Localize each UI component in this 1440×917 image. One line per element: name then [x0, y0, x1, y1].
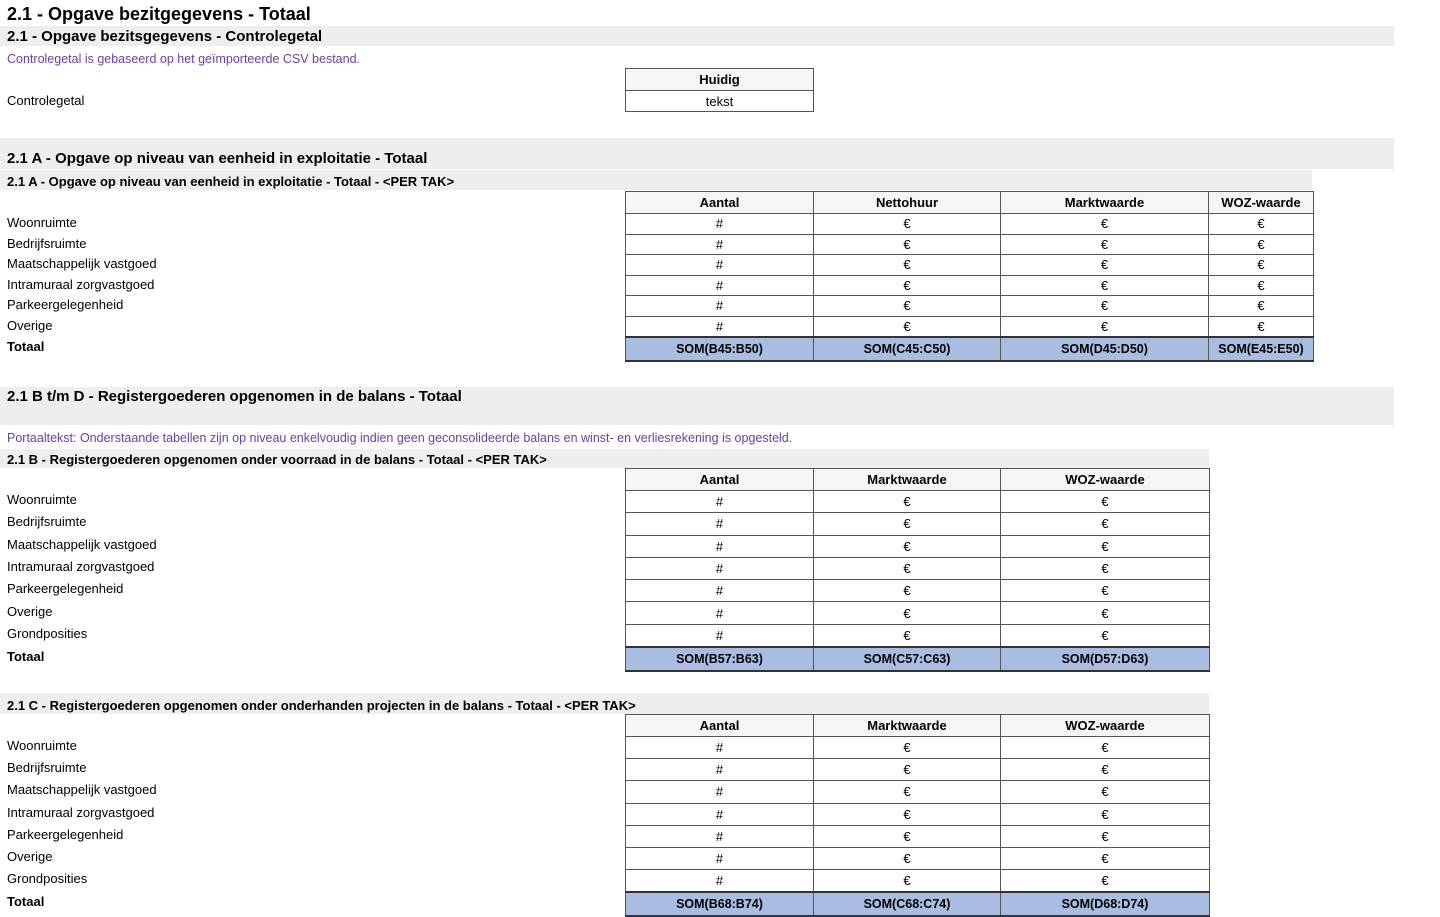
input-cell-aantal[interactable]: #: [626, 214, 814, 235]
input-cell-marktwaarde[interactable]: €: [814, 491, 1001, 513]
row-label-intramuraal-zorgvastgoed: Intramuraal zorgvastgoed: [7, 558, 155, 574]
input-cell-woz-waarde[interactable]: €: [1001, 624, 1210, 646]
total-row-label: Totaal: [7, 339, 45, 354]
input-cell-aantal[interactable]: #: [626, 870, 814, 892]
input-cell-aantal[interactable]: #: [626, 234, 814, 255]
input-cell-woz-waarde[interactable]: €: [1001, 803, 1210, 825]
input-cell-aantal[interactable]: #: [626, 602, 814, 624]
input-cell-woz-waarde[interactable]: €: [1001, 535, 1210, 557]
input-cell-aantal[interactable]: #: [626, 296, 814, 317]
controle-heading: 2.1 - Opgave bezitsgegevens - Controlegetal: [7, 28, 323, 45]
column-header-aantal: Aantal: [626, 469, 814, 491]
row-label-woonruimte: Woonruimte: [7, 492, 77, 507]
input-cell-aantal[interactable]: #: [626, 803, 814, 825]
total-cell-woz-waarde: SOM(D68:D74): [1001, 892, 1210, 916]
input-cell-aantal[interactable]: #: [626, 275, 814, 296]
row-label-maatschappelijk-vastgoed: Maatschappelijk vastgoed: [7, 782, 157, 798]
input-cell-nettohuur[interactable]: €: [814, 214, 1001, 235]
table-row: [626, 825, 1210, 847]
input-cell-woz-waarde[interactable]: €: [1001, 602, 1210, 624]
column-header-woz-waarde: WOZ-waarde: [1001, 469, 1210, 491]
row-label-intramuraal-zorgvastgoed: Intramuraal zorgvastgoed: [7, 804, 155, 820]
table-row: [626, 870, 1210, 892]
input-cell-marktwaarde[interactable]: €: [814, 557, 1001, 579]
row-label-woonruimte: Woonruimte: [7, 215, 77, 230]
input-cell-marktwaarde[interactable]: €: [814, 825, 1001, 847]
total-row-label: Totaal: [7, 649, 45, 665]
section-c-subheading: 2.1 C - Registergoederen opgenomen onder onderhanden projecten in de balans - Totaal - <PER TAK>: [7, 698, 636, 713]
table-row: [626, 275, 1314, 296]
input-cell-marktwaarde[interactable]: €: [814, 535, 1001, 557]
column-header-marktwaarde: Marktwaarde: [814, 715, 1001, 737]
table-row: [626, 255, 1314, 276]
input-cell-aantal[interactable]: #: [626, 825, 814, 847]
table-row: [626, 557, 1210, 579]
section-c-table: [625, 714, 1210, 917]
table-row: [626, 759, 1210, 781]
row-label-maatschappelijk-vastgoed: Maatschappelijk vastgoed: [7, 256, 157, 271]
total-cell-marktwaarde: SOM(D45:D50): [1001, 337, 1209, 361]
table-row: [626, 535, 1210, 557]
input-cell-woz-waarde[interactable]: €: [1001, 513, 1210, 535]
total-row-label: Totaal: [7, 894, 45, 910]
input-cell-marktwaarde[interactable]: €: [1001, 214, 1209, 235]
input-cell-woz-waarde[interactable]: €: [1209, 316, 1314, 337]
input-cell-woz-waarde[interactable]: €: [1001, 870, 1210, 892]
input-cell-woz-waarde[interactable]: €: [1209, 234, 1314, 255]
column-header-woz-waarde: WOZ-waarde: [1209, 192, 1314, 214]
row-label-parkeergelegenheid: Parkeergelegenheid: [7, 581, 124, 597]
controle-column-header: Huidig: [626, 69, 814, 91]
row-label-woonruimte: Woonruimte: [7, 738, 77, 753]
input-cell-marktwaarde[interactable]: €: [814, 580, 1001, 602]
input-cell-aantal[interactable]: #: [626, 847, 814, 869]
total-cell-marktwaarde: SOM(C57:C63): [814, 647, 1001, 671]
total-row: [626, 337, 1314, 361]
table-row: [626, 602, 1210, 624]
section-a-table: [625, 191, 1314, 362]
controle-table: [625, 68, 814, 112]
input-cell-woz-waarde[interactable]: €: [1001, 580, 1210, 602]
input-cell-woz-waarde[interactable]: €: [1001, 557, 1210, 579]
input-cell-nettohuur[interactable]: €: [814, 275, 1001, 296]
column-header-aantal: Aantal: [626, 192, 814, 214]
input-cell-aantal[interactable]: #: [626, 781, 814, 803]
input-cell-marktwaarde[interactable]: €: [814, 602, 1001, 624]
section-bd-heading: 2.1 B t/m D - Registergoederen opgenomen in de balans - Totaal: [7, 388, 462, 405]
total-cell-woz-waarde: SOM(E45:E50): [1209, 337, 1314, 361]
table-row: [626, 624, 1210, 646]
input-cell-woz-waarde[interactable]: €: [1209, 275, 1314, 296]
total-cell-aantal: SOM(B57:B63): [626, 647, 814, 671]
section-a-subheading: 2.1 A - Opgave op niveau van eenheid in exploitatie - Totaal - <PER TAK>: [7, 174, 455, 189]
table-row: [626, 234, 1314, 255]
input-cell-marktwaarde[interactable]: €: [814, 624, 1001, 646]
input-cell-woz-waarde[interactable]: €: [1001, 847, 1210, 869]
input-cell-woz-waarde[interactable]: €: [1209, 255, 1314, 276]
column-header-nettohuur: Nettohuur: [814, 192, 1001, 214]
column-header-marktwaarde: Marktwaarde: [814, 469, 1001, 491]
input-cell-marktwaarde[interactable]: €: [814, 737, 1001, 759]
row-label-bedrijfsruimte: Bedrijfsruimte: [7, 514, 87, 530]
input-cell-nettohuur[interactable]: €: [814, 316, 1001, 337]
input-cell-aantal[interactable]: #: [626, 580, 814, 602]
input-cell-aantal[interactable]: #: [626, 513, 814, 535]
input-cell-marktwaarde[interactable]: €: [814, 870, 1001, 892]
row-label-overige: Overige: [7, 603, 53, 619]
total-row: [626, 647, 1210, 671]
row-label-intramuraal-zorgvastgoed: Intramuraal zorgvastgoed: [7, 276, 155, 292]
input-cell-marktwaarde[interactable]: €: [1001, 275, 1209, 296]
input-cell-marktwaarde[interactable]: €: [1001, 234, 1209, 255]
table-row: [626, 513, 1210, 535]
input-cell-aantal[interactable]: #: [626, 316, 814, 337]
table-row: [626, 737, 1210, 759]
table-row: [626, 296, 1314, 317]
input-cell-woz-waarde[interactable]: €: [1001, 491, 1210, 513]
column-header-marktwaarde: Marktwaarde: [1001, 192, 1209, 214]
input-cell-aantal[interactable]: #: [626, 535, 814, 557]
section-a-heading: 2.1 A - Opgave op niveau van eenheid in exploitatie - Totaal: [7, 150, 428, 167]
input-cell-marktwaarde[interactable]: €: [814, 513, 1001, 535]
table-row: [626, 781, 1210, 803]
page-title: 2.1 - Opgave bezitgegevens - Totaal: [7, 4, 311, 24]
input-cell-aantal[interactable]: #: [626, 624, 814, 646]
row-label-grondposities: Grondposities: [7, 871, 88, 887]
section-b-table: [625, 468, 1210, 672]
row-label-parkeergelegenheid: Parkeergelegenheid: [7, 297, 124, 312]
input-cell-aantal[interactable]: #: [626, 759, 814, 781]
table-row: [626, 580, 1210, 602]
controle-value-cell[interactable]: tekst: [626, 91, 814, 112]
input-cell-nettohuur[interactable]: €: [814, 255, 1001, 276]
table-row: [626, 847, 1210, 869]
total-cell-woz-waarde: SOM(D57:D63): [1001, 647, 1210, 671]
input-cell-aantal[interactable]: #: [626, 557, 814, 579]
row-label-grondposities: Grondposities: [7, 625, 88, 641]
input-cell-marktwaarde[interactable]: €: [814, 759, 1001, 781]
table-row: [626, 491, 1210, 513]
row-label-overige: Overige: [7, 317, 53, 333]
total-cell-marktwaarde: SOM(C68:C74): [814, 892, 1001, 916]
controle-note: Controlegetal is gebaseerd op het geïmporteerde CSV bestand.: [7, 52, 361, 66]
total-cell-aantal: SOM(B45:B50): [626, 337, 814, 361]
input-cell-nettohuur[interactable]: €: [814, 296, 1001, 317]
input-cell-nettohuur[interactable]: €: [814, 234, 1001, 255]
row-label-bedrijfsruimte: Bedrijfsruimte: [7, 235, 87, 251]
section-bd-note: Portaaltekst: Onderstaande tabellen zijn op niveau enkelvoudig indien geen geconsolideerde balans en winst- en verliesrekening is opgesteld.: [7, 431, 793, 445]
input-cell-woz-waarde[interactable]: €: [1001, 781, 1210, 803]
input-cell-aantal[interactable]: #: [626, 255, 814, 276]
row-label-parkeergelegenheid: Parkeergelegenheid: [7, 826, 124, 842]
row-label-bedrijfsruimte: Bedrijfsruimte: [7, 760, 87, 776]
input-cell-woz-waarde[interactable]: €: [1209, 214, 1314, 235]
table-row: [626, 803, 1210, 825]
input-cell-woz-waarde[interactable]: €: [1001, 737, 1210, 759]
input-cell-marktwaarde[interactable]: €: [814, 803, 1001, 825]
controle-row-label: Controlegetal: [7, 93, 85, 108]
input-cell-woz-waarde[interactable]: €: [1001, 825, 1210, 847]
row-label-overige: Overige: [7, 849, 53, 864]
table-row: [626, 214, 1314, 235]
input-cell-marktwaarde[interactable]: €: [1001, 296, 1209, 317]
input-cell-aantal[interactable]: #: [626, 491, 814, 513]
section-b-subheading: 2.1 B - Registergoederen opgenomen onder voorraad in de balans - Totaal - <PER TAK>: [7, 452, 547, 467]
input-cell-aantal[interactable]: #: [626, 737, 814, 759]
row-label-maatschappelijk-vastgoed: Maatschappelijk vastgoed: [7, 536, 157, 552]
input-cell-woz-waarde[interactable]: €: [1001, 759, 1210, 781]
input-cell-marktwaarde[interactable]: €: [1001, 255, 1209, 276]
input-cell-marktwaarde[interactable]: €: [814, 781, 1001, 803]
table-row: [626, 316, 1314, 337]
input-cell-marktwaarde[interactable]: €: [1001, 316, 1209, 337]
total-cell-aantal: SOM(B68:B74): [626, 892, 814, 916]
input-cell-marktwaarde[interactable]: €: [814, 847, 1001, 869]
input-cell-woz-waarde[interactable]: €: [1209, 296, 1314, 317]
total-row: [626, 892, 1210, 916]
total-cell-nettohuur: SOM(C45:C50): [814, 337, 1001, 361]
column-header-aantal: Aantal: [626, 715, 814, 737]
column-header-woz-waarde: WOZ-waarde: [1001, 715, 1210, 737]
